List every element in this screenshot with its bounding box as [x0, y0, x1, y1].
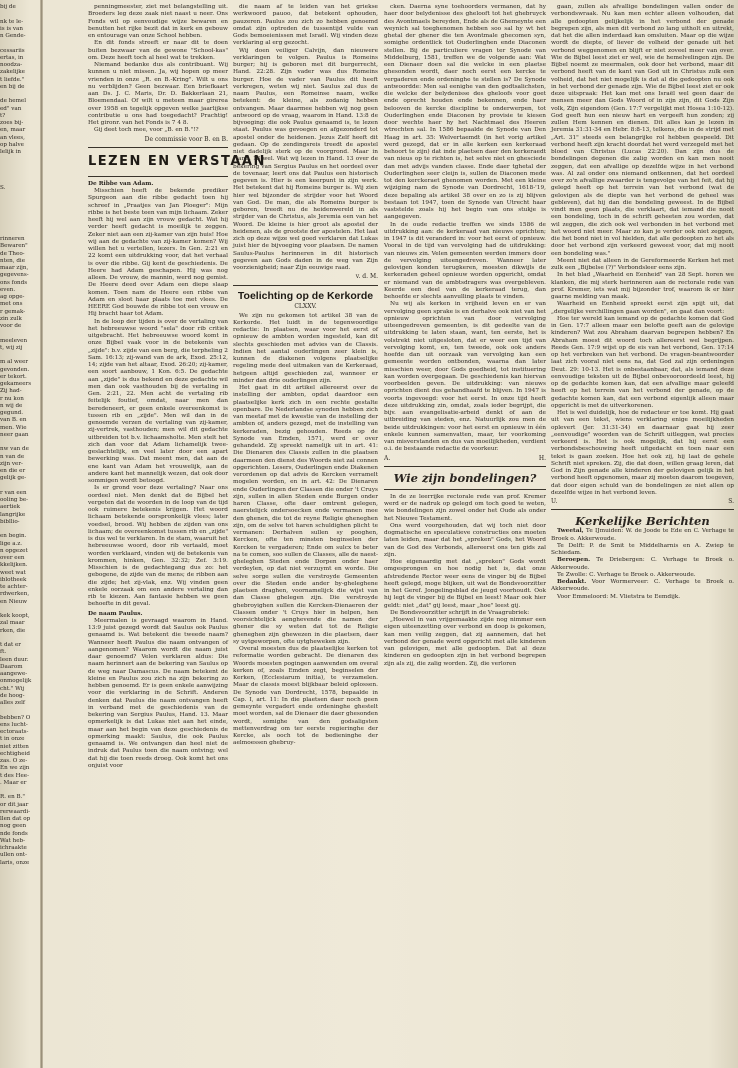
margin-fragment: t liefde."	[0, 76, 25, 83]
paragraph: In de loop der tijden is over de vertaling van het hebreeuwse woord "sela" door rib critiek uitgebracht. Het hebreeuwse woord komt in onze Bijbel vaak voor in de betekenis van „zijde": b.v. zijde van een berg, die terpheling 2 Sam. 16:13; zij-wand van de ark, Exod. 25:12, 14; zijde van het altaar, Exod. 26:20; zij-kamer, een soort aanbouw, 1 Kon. 6:5. De gedachte aan „zijde" is dus bekend en deze gedachte wil men dan ook vasthouden bij de vertaling in Gen. 2:21, 22. Men acht de vertaling rib feitelijk foutief, omdat, naar men dan beredeneert, er geen enkele overeenkomst is tussen rib en „zijde". Men wil dan in de genoemde verzen de vertaling van zij-kamer, zij-vertrek, vasthouden; men wil dit gedachte uitbreiden tot b.v. lichaamsholte. Men stelt het zich dan voor dat Adam lichamelijk twee-geslachtelijk, en veel later door een apart bewerking was. Dat meent men, dat aan de ene kant van Adam het vrouwelijk, aan de andere kant het mannelijk wezen, dat ook door sommigen wordt betoogd.	[88, 318, 228, 484]
paragraph: penningmeester, ziet met belangstelling uit. Broeders leg deze zaak niet naast u neer. Ons Fonds wil op eenvoudige wijze bewaren en benutten het rijke bezit dat in kerk en gebouw en entourage van onze School hebben.	[88, 4, 228, 39]
bondelingen-article-continued	[551, 4, 734, 497]
paragraph: De Bondsvoorzitter schrijft in de Vraagrubriek:	[390, 609, 530, 616]
lezen-en-verstaan-heading: LEZEN EN VERSTAAN	[88, 153, 266, 169]
margin-fragment: t des Hee-	[0, 772, 29, 779]
news-text: Te Driebergen: C. Verhage te Broek o. Akkerwoude.	[551, 557, 734, 571]
margin-fragment: nk te le-	[0, 18, 24, 25]
paragraph: Ons werd voorgehouden, dat wij toch niet door dogmatische en speculatieve constructies ons moeten laten leiden, maar dat het „spreken" Gods, het Woord van de God des Verbonds, allereerst ons ten gids zal zijn.	[384, 522, 546, 558]
paragraph: In de ze leerrijke rectorale rede van prof. Kremer werd er de nadruk op gelegd om toch goed te weten, wie bondelingen zijn zowel onder het Oude als onder het Nieuwe Testament.	[384, 493, 546, 522]
margin-fragment: t in onze	[0, 736, 25, 743]
margin-fragment	[0, 526, 38, 533]
margin-fragment: t, wij zij	[0, 344, 23, 351]
margin-fragment: n van de	[0, 453, 25, 460]
news-text: Te Zwolle: C. Verhage te Broek o. Akkerwoude.	[557, 571, 696, 578]
margin-fragment: en, maar	[0, 127, 26, 134]
bondelingen-heading: Wie zijn bondelingen?	[393, 470, 537, 485]
margin-fragment: ertas, in	[0, 54, 24, 61]
paragraph: gaan, zullen als afvallige bondelingen vallen onder de verbondswraak. Nu kan men echter alleen volhouden, dat alle gedoopten gelijkelijk in het verbond der genade begrepen zijn, als men dit verbond zo lang uitholt en uitrekt, dat het die allen inderdaad kan omsluiten. Maar op die wijze wordt de diepte, of liever de volheid der genade uit het verbond weggenomen en blijft er niet zoveel meer van over. Wie de Bijbel leest ziet er wel, wie de hemelvelingen zijn. De Bijbel noemt ze meermalen, ook door het verbond, maar dit verbond heeft van de kant van God uit in Christus zulk een volheid, dat het niet mogelijk is dat al die gedoopten nu ook in het verbond der genade zijn. Wie de Bijbel leest ziet er ook deze uitspraak: Het kan met ons Israël wel geen daar de mensen meer dan Gods Woord of in zijn zijn, dit Gods Zijn volk, Zijn eigendom (Gen. 17:7 vergelijkt met Hosea 1:10-12). God geeft hun een nieuw hart en vergeeft hun zonden; zij zullen Hem kennen en dienen. Dit alles kan je lezen in Jeremia 31:31-34 en Hebr. 8:8-13, telkens, die in de strijd met „Art. 31" steeds een belangrijke rol hebben gespeeld. Dit verbond heeft zijn kracht doordat het werd verzegeld met het bloed van Christus (Lucas 22:20). Dan zijn dus de bondelingen degenen die zalig worden en kan men nooit zeggen, dat een afvallige op dezelfde wijze in het verbond was. Al zal onder ons niemand ontkennen, dat het oordeel over zo'n afvallige zwaarder is tengevolge van het feit, dat hij gelegd heeft op het terrein van het verbond (wat de gelovigen als de diepte van het verbond de geheel was gebleven), dat hij dan die bondeling geweest. In de Bijbel vindt men geen plaats, die verklaart, dat iemand die nooit een bondeling, toch in de schrift geheeten zou worden, dat wil zeggen, die zich ook wel verbonden in het verbond met het woord niet meer. Maar zo kan je verder ook niet zeggen, die het bond niet in vol hielden, dat alle gedoopten zo het als door het verbond zijn verkeerd geweest voor, dat mij nooit een bondeling was."	[551, 4, 734, 257]
paragraph: Meent niet dat alleen in de Gereformeerde Kerken het met zulk een „Bijbelse (?)" Verbondsleer eens zijn.	[551, 257, 734, 271]
margin-fragment	[0, 222, 38, 229]
divider	[88, 176, 228, 177]
paragraph: In het blad „Waarheid en Eenheid" van 28 Sept. horen we klanken, die mij sterk herinneren aan de rectorale rede van prof. Kremer, iets wat mij bijzonder trof, waarom ik er hier gaarne melding van maak.	[551, 272, 734, 300]
column-2	[233, 4, 378, 748]
margin-fragment	[0, 171, 38, 178]
paragraph: En dit fonds streeft er naar dit te doen buiten bezwaar van de gewone "School-kas" om. Deze heeft toch al heel wat te trekken.	[88, 40, 228, 61]
margin-fragment: gelijk ge-	[0, 475, 27, 482]
margin-fragment: Bewaren"	[0, 243, 28, 250]
margin-fragment: bibllio-	[0, 518, 20, 525]
news-label: Tweetal,	[557, 528, 584, 535]
column-3	[384, 4, 546, 668]
margin-fragment: ichraakte	[0, 845, 27, 851]
margin-fragment: nten, die	[0, 257, 25, 264]
article-ribbe-text	[88, 188, 228, 609]
margin-fragment: en die er	[0, 468, 26, 474]
paragraph: cken. Daerna syne toehoorders vermanen, dat hy haer door belydenisse des ghelooft tot het ghebruyck des Avontmaels bereyden, Ende als de Ghemeynte een weynich sal toeghenomen hebben soo sal hy wt het ghetal der ghener die ten Avontmale ghecomen syn, somighe ordentlick tot Ouderlinghen ende Diaconen stellen. Bij de particuliere vragen ter Synode van Middelburg, 1581, treffen we de volgende aan: Wat een Dienaer doen sal die welcke in een plaetse ghesonden wordt, daer noch eerst een kercke te vergaderen ende ordeninghe te stellen is? De Synode antwoordde: Men sal eenighe van den godtsalichsten, die welcke der belydenisse des gheloofs voor goet ende oprecht houden ende bekennen, ende haer belooven de kercke discipline te onderwerpen, tot Ouderlinghen ende Diaconen by provisie te kiesen door wechte haer hy het Nachtmael des Heeren wtrechten sal. In 1586 bepaalde de Synode van Den Haag in art. 35: Welvertaemdt (in het vorig artikel werd gezegd, dat er in alle kerken een kerkeraad behoort te zijn) dat inde plaetsen daer den kerkeraedt van nieus op te richten is, het selve niet en ghesciede dan met advijs vanden classe. Ende daer tghetal der Ouderlinghen seer cleijn is, sullen de Diaconen mede tot den kerckeraet ghenomen worden. Met een kleine wijziging nam de Synode van Dordrecht, 1618-'19, deze bepaling als artikel 38 over en zo is zij blijven bestaan tot 1947, toen de Synode van Utrecht haar vaststelde zoals hij het begin van ons stukje is aangegeven.	[384, 4, 546, 221]
church-news-item	[551, 579, 734, 594]
margin-fragment: weet wat	[0, 569, 26, 576]
margin-fragment: neer gaan	[0, 431, 29, 438]
margin-fragment: nw van de	[0, 446, 29, 453]
margin-fragment: cessariis	[0, 47, 25, 54]
margin-fragment: Wat heb-	[0, 837, 26, 844]
fund-appeal-text	[88, 4, 228, 135]
divider	[233, 285, 378, 286]
margin-fragment	[0, 606, 38, 613]
paragraph: Waarheid en Eenheid spreekt eerst zijn spijt uit, dat „dergelijke verchillingen gaan worden", en gaat dan voort:	[551, 301, 734, 315]
margin-fragment: te achter-	[0, 584, 28, 590]
margin-fragment: en begin.	[0, 533, 27, 540]
paragraph: Hoe ter wereld kan iemand op de gedachte komen dat God in Gen. 17:7 alleen maar een belofte geeft aan de gelovige kinderen? Wat zou Abraham daarvan begrepen hebben? En Abraham moest dit woord toch allereerst wel begrijpen. Reeds Gen. 17:9 wijst op de eis van het verbond, Gen. 17:14 op het verbreken van het verbond. De vragen-beantwoorder laat zich vooral niet eens na, dat God zal zijn ordeningen Deut. 29: 10-13. Het is onbestaanbaar, dat, als iemand deze eenvoudige teksten uit de Bijbel onbevooroordeeld leest, hij op de gedachte komen kan, dat een afvallige maar geleefd heeft op het terrein van het verbond der genade, op de gedachte komen kan, dat een verbond eigenlijk alleen maar opgericht is met de uitverkorenen.	[551, 315, 734, 409]
signature-left: A.	[384, 454, 391, 462]
bondelingen-article-text	[384, 494, 546, 668]
margin-fragment: laris, onze	[0, 859, 30, 866]
margin-fragment: en bij de	[0, 83, 25, 90]
margin-fragment: ed" van	[0, 105, 22, 112]
church-news-list	[551, 528, 734, 601]
margin-fragment: ooling be-	[0, 497, 29, 503]
margin-fragment: de hemel	[0, 98, 26, 105]
margin-fragment: is is van	[0, 25, 23, 32]
margin-fragment: gevonden.	[0, 366, 30, 373]
margin-fragment	[0, 91, 38, 98]
kerkorde-number: CLXXV.	[294, 302, 317, 310]
divider	[384, 489, 546, 490]
margin-fragment: gegund.	[0, 410, 24, 416]
margin-fragment: ag opge-	[0, 294, 25, 300]
church-news-item	[551, 557, 734, 572]
margin-fragment: t?	[0, 112, 6, 119]
margin-fragment: zin zulk	[0, 315, 22, 322]
margin-fragment: aertiek	[0, 504, 21, 511]
paragraph: Misschien heeft de bekende prediker Spurgeon aan die ribbe gedacht toen hij schreef in „Praatjes van Jan Ploeger": Mijn ribbe is het beste teen van mijn lichaam. Zeker heeft hij wel aan zijn vrouw gedacht. Wat hij verder heeft gedacht is moeilijk te zeggen. Zeker niet aan een zij-kamer van zijn huis! Hoe wij aan de gedachte van zij-kamer komen? Wij willen het u vertellen, lezers. In Gen. 2:21 en 22 komt een uitdrukking voor, dat het verhaal is over die ribbe. Gij kent de geschiedenis. De Heere had Adam geschapen. Hij was nog alleen. De vrouw, de mannin, werd nog gemist. De Heere deed over Adam een diepe slaap komen. Toen nam de Heere een ribbe van Adam en sloot haar plaats toe met vlees. De HEERE God bouwde de ribbe tot een vrouw en Hij bracht haar tot Adam.	[88, 188, 228, 318]
column-4	[551, 4, 734, 601]
margin-fragment: r van een	[0, 489, 27, 496]
margin-fragment: meeleven	[0, 337, 28, 344]
margin-fragment: noodza-	[0, 62, 23, 68]
margin-fragment: lige a.z.	[0, 540, 23, 547]
paragraph: Is er grond voor deze vertaling? Naar ons oordeel niet. Men denkt dat de Bijbel het vergeten dat de woorden in de loop van de tijd ook ruimere betekenis krijgen. Het woord lichaam betekende oorspronkelijk vlees; later voedsel, brood. Wij hebben de zijden van ons lichaam; de overeenkomst tussen rib en „zijde" is dus wel te verklaren. In de stam, waaruit het hebreeuwse woord, door rib vertaald, moet worden verklaard, vinden wij de betekenis van krommen, hinken, Gen. 32:32; Zef. 3:19. Misschien is de gedachtegang dus zo: het gebogene, de zijde van de mens; de ribben aan die zijde; het zij-vlak, enz. Wij vinden geen enkele oorzaak om een andere vertaling dan rib te kiezen. Aan fantasie hebben we geen behoefte in dit geval.	[88, 485, 228, 608]
margin-fragment	[0, 200, 38, 207]
margin-fragment: ons fonds	[0, 279, 28, 286]
margin-fragment: cht." Wij	[0, 685, 25, 692]
church-news-item	[551, 594, 734, 601]
margin-fragment: n Gende-	[0, 33, 26, 39]
margin-fragment: ullen ont-	[0, 852, 27, 859]
margin-fragment	[0, 11, 38, 18]
margin-fragment	[0, 707, 38, 714]
article-paulus-continued	[233, 4, 378, 272]
paragraph: Overal moesten dus de plaatselijke kerken tot reformatie worden gebracht. De dienaren des Woords moesten pogingen aanwenden om overal kerken of, zoals Emden zegt, beginselen der Kerken, (Ecclesiarum initia), te verzamelen. Maar de classis moest blijkbaar beleid oplossen. De Synode van Dordrecht, 1578, bepaalde in Cap. I, art. 11: In die plaetsen daer noch geen gemeynte vergadert ende ordeninghe ghestelt moet worden, sal de Dienaer die daer ghesonden wordt, somighe van den godsaligsten mettenverdrag om ter eerste regieringhe der Kercke, als ooch tot de bedieninghe der aelmoessen ghebruy-	[233, 646, 378, 747]
page-gutter	[40, 0, 43, 1068]
divider	[384, 466, 546, 467]
margin-fragment: gekameers	[0, 381, 32, 387]
paragraph: In de oude redactie treffen we sinds 1586 de uitdrukking aan: de kerkeraad van nieuws oprichten; in 1947 is dit veranderd in: voor het eerst of opnieuw. Vooral in de tijd van vervolging had de uitdrukking: van nieuws zin. Velen gemeenten werden immers door de vervolging uiteengedreven. Wanneer later gelovigen konden terugkeren, moesten dikwijls de kerkeraden geheel opnieuw worden opgericht, omdat er niemand van de ambtsdragers was overgebleven. Keerde een deel van de kerkeraad terug, dan behoefde er slechts aanvulling plaats te vinden.	[384, 221, 546, 300]
margin-fragment: men. Wie	[0, 424, 27, 431]
margin-fragment: langrijke	[0, 511, 26, 518]
margin-fragment	[0, 635, 38, 642]
margin-fragment: nog geen	[0, 823, 27, 830]
margin-fragment: op halve	[0, 141, 24, 148]
margin-fragment	[0, 156, 38, 163]
signature-right: H.	[538, 454, 546, 462]
margin-fragment: m al weer	[0, 359, 29, 366]
church-news-item	[551, 543, 734, 558]
margin-fragment: maar zijn,	[0, 265, 29, 271]
paragraph: Het is wel duidelijk, hoe de redacteur er toe komt. Hij gaat uit van een tekst, wiens verklaring enige moeilijkheden oplevert (Jer. 31:31-34) en daarnaar gaat hij zeer „eenvoudige" woorden van de Schrift uitleggen, wat precies verkeerd is. Het is ook mogelijk, dat hij eerst een verbondsbeschouwing heeft uitgedacht en toen naar een tekst is gaan zoeken. Hoe het ook zij, hij laat de gehele Schrift niet spreken. Zij, die dat doen, willen graag leren, dat God in Zijn genade alle kinderen der gelovigen gelijk in het verbond heeft opgenomen, maar zij moeten daarom toegeven, dat door eigen schuld van de bondelingen ze niet allen op dezelfde wijze in het verbond leven.	[551, 410, 735, 496]
margin-fragment: an vlees,	[0, 134, 25, 141]
margin-fragment: n wij de	[0, 402, 23, 409]
paragraph: Niemand bedanke dus als contribuant. Wij kunnen u niet missen. Ja, wij hopen op meer vrienden in onze „R. en B.-Kring". Wilt u ons nu verblijden? Geen bezwaar. Een briefkaart aan Ds. J. C. Maris, Dr. D. Bakkerlaan 21, Bloemendaal. Of wilt u meteen maar girerea over 1958 en tegelijk opgeven welke jaarlijkse contributie u ons had toegedacht? Prachtig! Het gironr. van het Fonds is 7 4 8.	[88, 62, 228, 126]
kerkorde-signature	[384, 455, 546, 462]
margin-fragment: bebben? O	[0, 714, 31, 721]
margin-fragment: zas. O ze-	[0, 758, 28, 764]
margin-fragment: zal maar	[0, 620, 25, 627]
signature-right: S.	[728, 498, 734, 505]
margin-fragment: leen duur.	[0, 656, 29, 663]
margin-fragment: nde fonds	[0, 830, 28, 837]
margin-fragment: r nu kon	[0, 395, 24, 402]
margin-fragment	[0, 193, 38, 200]
margin-fragment: rerwaardi-	[0, 808, 31, 815]
margin-fragment	[0, 483, 38, 490]
margin-fragment: ectoraats-	[0, 729, 29, 735]
appeal-signature-text: De commissie voor B. en B.	[144, 135, 228, 143]
margin-fragment: niet zitten	[0, 743, 29, 750]
church-news-item	[551, 572, 734, 579]
margin-fragment: r gemak-	[0, 308, 26, 315]
news-text: Voor Emmeloord: M. Vlietstra te Eemdijk.	[557, 593, 681, 600]
kerkorde-article-continued	[384, 4, 546, 454]
appeal-signature	[88, 136, 228, 143]
margin-fragment: er tekort.	[0, 373, 27, 380]
article-paulus-text	[88, 618, 228, 770]
margin-fragment: llen dat op	[0, 816, 31, 822]
margin-fragment: R. en B."	[0, 794, 25, 801]
margin-fragment	[0, 330, 38, 337]
margin-fragment	[0, 439, 38, 446]
kerkorde-article-text	[233, 313, 378, 748]
divider	[88, 147, 228, 148]
margin-fragment: zijn ver-	[0, 460, 23, 467]
margin-fragment	[0, 352, 38, 359]
margin-fragment	[0, 229, 38, 236]
news-text: Voor Wormerveer: C. Verhage te Broek o. Akkerwoude.	[551, 579, 734, 593]
margin-fragment: echtigheid	[0, 750, 30, 757]
paragraph: die naam af te leiden van het griekse werkwoord pauoo, dat betekent ophouden, pauzeren. Paulus zou zich zo hebben genoemd omdat zijn optreden de tussentijd vulde van Gods bemoeienissen met Israël. Wij vinden deze verklaring al erg gezocht.	[233, 4, 378, 47]
church-news-item	[551, 528, 734, 543]
news-text: Te IJmuiden: W. de Joode te Ede en C. Verhage te Broek o. Akkerwoude.	[551, 528, 734, 542]
paragraph: Gij deet toch mee, voor „B. en B."!?	[94, 127, 199, 134]
margin-fragment: over een	[0, 555, 25, 561]
margin-fragment: lelijk in	[0, 149, 21, 155]
article-signature	[233, 273, 378, 280]
paragraph: Hoe eigenaardig met dat „spreken" Gods wordt omgesprongen en hoe nodig het is, dat onze afstredende Rector weer eens de vinger bij de Bijbel heeft gelegd, moge blijken, uit wat de Bondsvoorzitter in het Geref. Jongelingsblad de jeugd voorhoudt. Ook hij legt de vinger bij de Bijbel en leest! Maar ook hier geldt: niet „dat" gij leest, maar „hoe" leest gij.	[384, 559, 546, 609]
left-margin-fragments	[0, 4, 38, 867]
margin-fragment: S.	[0, 185, 6, 192]
news-text: Te Delft: P. de Smit te Middelharnis en A. Zwiep te Schiedam.	[551, 542, 734, 556]
margin-fragment	[0, 178, 38, 185]
paragraph: We zijn nu gekomen tot artikel 38 van de Kerkorde. Het luidt in de tegenwoordige redactie: In plaatsen, waar voor het eerst of opnieuw de ambten worden ingesteld, kan dit slechts geschieden met advies van de Classis. Indien het aantal ouderlingen zeer klein is, kunnen de diakenen volgens plaatselijke regeling mede deel uitmaken van de Kerkeraad, hetgeen altijd geschieden zal, wanneer er minder dan drie ouderlingen zijn.	[233, 312, 378, 384]
kerkelijke-berichten-heading: Kerkelijke Berichten	[575, 514, 710, 529]
margin-fragment	[0, 40, 38, 47]
margin-fragment: onmogelijk	[0, 678, 32, 685]
margin-fragment: gegevens-	[0, 272, 29, 279]
margin-fragment: En we zijn	[0, 765, 30, 772]
margin-fragment: Zij had-	[0, 388, 22, 395]
margin-fragment: rdwerken,	[0, 591, 30, 598]
margin-fragment	[0, 787, 38, 794]
margin-fragment: t dat er	[0, 642, 21, 648]
column-1	[88, 4, 266, 770]
margin-fragment: voor de	[0, 323, 22, 329]
margin-fragment: n opgezet	[0, 547, 28, 554]
kerkorde-heading: Toelichting op de Kerkorde	[237, 289, 374, 302]
margin-fragment: aangewe-	[0, 671, 28, 677]
margin-fragment: even.	[0, 286, 16, 293]
margin-fragment: or dit jaar	[0, 801, 29, 808]
section-title-ribbe: De Ribbe van Adam.	[88, 180, 154, 187]
margin-fragment: de hoog-	[0, 692, 25, 699]
section-title-paulus: De naam Paulus.	[88, 610, 143, 617]
margin-fragment: kek koopt,	[0, 613, 30, 619]
margin-fragment: . Maar er	[0, 779, 27, 786]
margin-fragment: alles zelf	[0, 700, 25, 706]
margin-fragment: zoes bij-	[0, 120, 24, 126]
article-signature-text: v. d. M.	[355, 273, 378, 281]
margin-fragment	[0, 214, 38, 221]
margin-fragment: Daarom	[0, 663, 23, 670]
margin-fragment	[0, 207, 38, 214]
margin-fragment: van B. en	[0, 417, 27, 424]
margin-fragment: de Theo-	[0, 250, 25, 257]
margin-fragment: rinneren	[0, 236, 25, 242]
margin-fragment: kkelijken.	[0, 562, 28, 569]
margin-fragment: iblotheek	[0, 576, 27, 583]
signature-left: U.	[551, 498, 558, 505]
paragraph: Meermalen is gevraagd waarom in Hand. 13:9 juist gezegd wordt dat Saulus ook Paulus genaamd is. Wat betekent die tweede naam? Wanneer heeft Paulus die naam ontvangen of aangenomen? Waarom wordt die naam juist daar genoemd? Velen verklaren aldus: Die naam herinnert aan de bekering van Saulus op de weg naar Damascus. De naam betekent de kleine en Paulus zou zich na zijn bekering zo hebben genoemd. Er is geen enkele aanwijzing voor die verklaring in de Schrift. Anderen denken dat Paulus die naam ontvangen heeft in verband met de geschiedenis van de bekering van Sergius Paulus, Hand. 13. Maar opmerkelijk is dat Lukas niet aan het einde, maar aan het begin van deze geschiedenis de opmerking maakt: Saulus, die ook Paulus genaamd is. We ontvangen dan heel niet de indruk dat Paulus toen die naam ontving; wel dat hij die toen reeds droeg. Ook komt het ons onjuist voor	[88, 617, 228, 769]
paragraph: „Hoewel in van vrijgemaakte zijde nog nimmer een eigen uiteenzetting over verbond en doop is gekomen, kan men veilig zeggen, dat zij aannemen, dat het verbond der genade werd opgericht met alle kinderen van gelovigen, met alle gedoopten. Dat al deze kinderen en gedoopten zijn in het verbond begrepen zijn als zij, die zalig worden. Zij, die verloren	[384, 617, 546, 667]
paragraph: Wij doen veiliger Calvijn, dan nieuwere verklaringen te volgen. Paulus is Romeins burger; hij is geboren met dit burgerrecht, Hand. 22:28. Zijn vader was dus Romeins burger. Hoe de vader van Paulus dit heeft verkregen, weten wij niet. Saulus zal dus de naam Paulus, een Romeinse naam, welke betekent: de kleine, als zodanig hebben ontvangen. Maar daarmee hebben wij nog geen antwoord op de vraag, waarom in Hand. 13:8 de bijvoeging: die ook Paulus genaamd is, te lezen staat. Paulus was gevoegen en afgezonderd tot apostel onder de heidenen. Jezus Zelf heeft dit gedaan. Op de zendingsreis treedt de apostel niet dadelijk sterk op de voorgrond. Maar in Hand. 13 wel. Wat wij lezen in Hand. 13 over de bekering van Sergius Paulus en het oordeel over de tovenaar, leert ons dat Paulus een historisch gegeven is. Hier is een keerpunt in zijn werk. Het betekent dat hij Romeins burger is. Wij zien hier wel bijzonder de strijder voor het Woord van God. De man, die als Romeins burger is geboren, treedt nu de heidenwereld in als strijder van de Christus, als Jeremia een van het Woord. De kleine is hier groot als apostel der heidenen, als de grootste der apostelen. Het laat zich op deze wijze wel goed verklaren dat Lukas juist hier de bijvoeging voor plaatsen. De namen Saulus-Paulus herinneren in dit historisch gegeven aan Gods daden in de weg van Zijn voorzienigheid; naar Zijn eeuwige raad.	[233, 47, 378, 271]
margin-fragment: en Nieuw	[0, 598, 28, 605]
margin-fragment: met ons	[0, 301, 23, 308]
divider	[551, 509, 734, 510]
news-label: Beroepen.	[557, 557, 591, 564]
paragraph: Nu wij als kerken in vrijheid leven en er van vervolging geen sprake is en derhalve ook niet van het opnieuw oprichten van door vervolging uiteengedreven gemeenten, is dit gedeelte van de uitdrukking te laten staan, want, ten eerste, het is volstrekt niet uitgesloten, dat er weer een tijd van vervolging komt, en, ten tweede, ook ook anders hoefde dan uit oorzaak van vervolging kan een gemeente worden ontbonden, waarna dan later misschien weer, door Gods goedheid, tot instituering kan worden overgegaan. De geschiedenis kan hiervan voorbeelden geven. De uitdrukking: van nieuws oprichten dient dus gehandhaafd te blijven. In 1947 is voorts ingevoegd: voor het eerst. In onze tijd heeft deze uitdrukking zin, omdat, zoals ieder begrijpt, die bijv. aan evangelisatie-arbeid denkt of aan de uitbreiding van steden, enz. Natuurlijk zou men de beide uitdrukkingen: voor het eerst en opnieuw in één enkele kunnen samenvatten, maar, ter voorkoming van misverstanden en dus van moeilijkheden, verdient o.i. de bestaande redactie de voorkeur.	[384, 301, 546, 453]
paragraph: Het gaat in dit artikel allereerst over de instelling der ambten, opdat daardoor een plaatselijke kerk zich in een rechte gestalte openbare. De Nederlandse synoden hebben zich van meetaf met de kwestie van de instelling der ambten of, anders gezegd, met de instelling van kerkeraden, bezig gehouden. Reeds op de Synode van Emden, 1571, werd er over gehandeld. Zij spreekt namelijk uit in art. 41: Die Dienaren des Classis zullen in die plaatsen daarmeen den dienst des Woords niet zal connen opgerichten. Lesers, Ouderlingen ende Diakenen verordenen op dat advis de Kercken verramelt mogelen worden, en in art. 42: De Dienaren ende Ouderlingen der Classen die onder 't Cruys zijn, sullen in allen Steden ende Burgen onder haren Classe, ofte daer omtrent gelegen, naerstelijck ondersoecken ende vermanen mee den ghenen, die tot de reyne Religie gheneghen zijn, om de selve tot haren schuldighen plicht te vermanen: Derhalven sullen sy pooghen, Kercken, ofte ten minsten beginselen der Kercken te vergaderen; Ende om sulcx te beter na te comen, soo sullen de Classes, alle de naest-gheleghen Steden ende Dorpen onder haer verdeylen, op dat niet verzuymt en worde. Die selve sorge sullen die verstroyde Gemeenten over die Steden ende ander by-gheleghene plaetsen draghen, voornamelijck die wijst van dan Classe ghelegen zijn. Die verstroyde ghebroyighen sullen die Kercken-Dienaeren der Classen onder 't Cruys hier in helpen, hen voorsichtelijck aenghevende die namen der ghener die sy weten dat tot de Religie gheneghen zijn ghewezen in die plaetsen, daer sy uytgeworpen, ofte uytgheweken zijn.	[233, 385, 379, 645]
news-label: Bedankt.	[557, 579, 587, 585]
margin-fragment: zakelijke	[0, 69, 25, 76]
margin-fragment: ft.	[0, 649, 7, 656]
margin-fragment	[0, 164, 38, 171]
margin-fragment: rken, die	[0, 627, 26, 634]
bondelingen-signature	[551, 498, 734, 505]
margin-fragment: bij de	[0, 4, 16, 10]
margin-fragment: ens lucht-	[0, 721, 28, 728]
